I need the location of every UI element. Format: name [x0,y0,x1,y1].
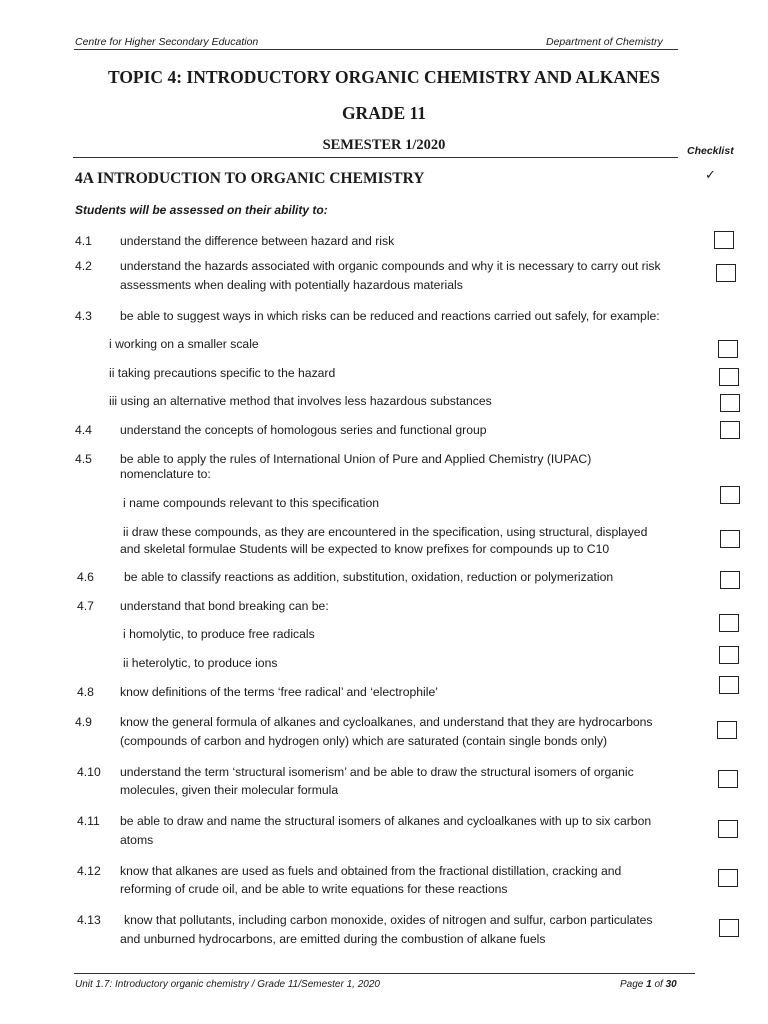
item-number: 4.11 [77,814,100,828]
checkbox[interactable] [719,614,739,632]
item-text: know that pollutants, including carbon monoxide, oxides of nitrogen and sulfur, carbon particulates [124,913,653,927]
of-label: of [654,979,663,990]
item-text: know definitions of the terms ‘free radical’ and ‘electrophile’ [120,685,438,699]
footer-left: Unit 1.7: Introductory organic chemistry / Grade 11/Semester 1, 2020 [75,979,380,990]
header-left: Centre for Higher Secondary Education [75,36,259,48]
checkbox[interactable] [720,486,740,504]
item-number: 4.12 [77,864,101,878]
item-number: 4.9 [75,715,92,729]
checkbox[interactable] [718,820,738,838]
sub-item-text: ii heterolytic, to produce ions [123,656,278,670]
assessed-intro: Students will be assessed on their ability to: [75,203,328,217]
sub-item-text: i working on a smaller scale [109,337,259,351]
item-text: be able to suggest ways in which risks can be reduced and reactions carried out safely, for example: [120,309,660,323]
item-number: 4.2 [75,259,92,273]
sub-item-text: ii taking precautions specific to the hazard [109,366,336,380]
page-number: 1 [646,979,652,990]
title-rule [73,157,678,158]
item-number: 4.7 [77,599,94,613]
item-text: nomenclature to: [120,467,211,481]
checkbox[interactable] [716,264,736,282]
sub-item-text: and skeletal formulae Students will be expected to know prefixes for compounds up to C10 [120,542,610,556]
item-text: understand that bond breaking can be: [120,599,329,613]
item-number: 4.3 [75,309,92,323]
checkbox[interactable] [719,676,739,694]
item-text: understand the term ‘structural isomerism’ and be able to draw the structural isomers of organic [120,765,634,779]
topic-title: TOPIC 4: INTRODUCTORY ORGANIC CHEMISTRY AND ALKANES [107,67,661,87]
item-number: 4.1 [75,234,92,248]
checkbox[interactable] [720,421,740,439]
checkbox[interactable] [720,571,740,589]
item-text: understand the concepts of homologous series and functional group [120,423,487,437]
checkbox[interactable] [719,368,739,386]
checkbox[interactable] [720,394,740,412]
checklist-label: Checklist [687,145,734,157]
header-rule [74,49,678,50]
item-text: know the general formula of alkanes and cycloalkanes, and understand that they are hydrocarbons [120,715,653,729]
grade-title: GRADE 11 [341,103,427,123]
sub-item-text: iii using an alternative method that involves less hazardous substances [109,394,492,408]
item-number: 4.5 [75,452,92,466]
checkbox[interactable] [719,919,739,937]
item-number: 4.13 [77,913,101,927]
item-text: molecules, given their molecular formula [120,783,339,797]
checkbox[interactable] [720,530,740,548]
item-text: be able to classify reactions as addition, substitution, oxidation, reduction or polymerization [124,570,614,584]
item-number: 4.8 [77,685,94,699]
item-text: understand the difference between hazard and risk [120,234,395,248]
item-text: understand the hazards associated with organic compounds and why it is necessary to carry out risk [120,259,661,273]
check-mark-icon: ✓ [705,167,716,182]
item-text: be able to apply the rules of International Union of Pure and Applied Chemistry (IUPAC) [120,452,592,466]
checkbox[interactable] [718,869,738,887]
sub-item-text: ii draw these compounds, as they are encountered in the specification, using structural, displayed [123,525,648,539]
page-total: 30 [665,979,677,990]
item-text: (compounds of carbon and hydrogen only) which are saturated (contain single bonds only) [120,734,608,748]
semester-title: SEMESTER 1/2020 [322,137,446,153]
section-heading: 4A INTRODUCTION TO ORGANIC CHEMISTRY [75,170,425,187]
item-text: atoms [120,833,154,847]
checkbox[interactable] [719,646,739,664]
header-right: Department of Chemistry [546,36,663,48]
checkbox[interactable] [714,231,734,249]
item-number: 4.10 [77,765,101,779]
footer-rule [74,973,695,974]
page-label: Page [620,979,644,990]
sub-item-text: i name compounds relevant to this specification [123,496,380,510]
checkbox[interactable] [717,721,737,739]
checkbox[interactable] [718,770,738,788]
page-indicator [620,979,677,990]
item-number: 4.6 [77,570,94,584]
item-text: assessments when dealing with potentially hazardous materials [120,278,463,292]
item-number: 4.4 [75,423,92,437]
checkbox[interactable] [718,340,738,358]
item-text: reforming of crude oil, and be able to write equations for these reactions [120,882,508,896]
item-text: be able to draw and name the structural isomers of alkanes and cycloalkanes with up to six carbon [120,814,652,828]
sub-item-text: i homolytic, to produce free radicals [123,627,315,641]
item-text: know that alkanes are used as fuels and obtained from the fractional distillation, cracking and [120,864,622,878]
item-text: and unburned hydrocarbons, are emitted during the combustion of alkane fuels [120,932,546,946]
